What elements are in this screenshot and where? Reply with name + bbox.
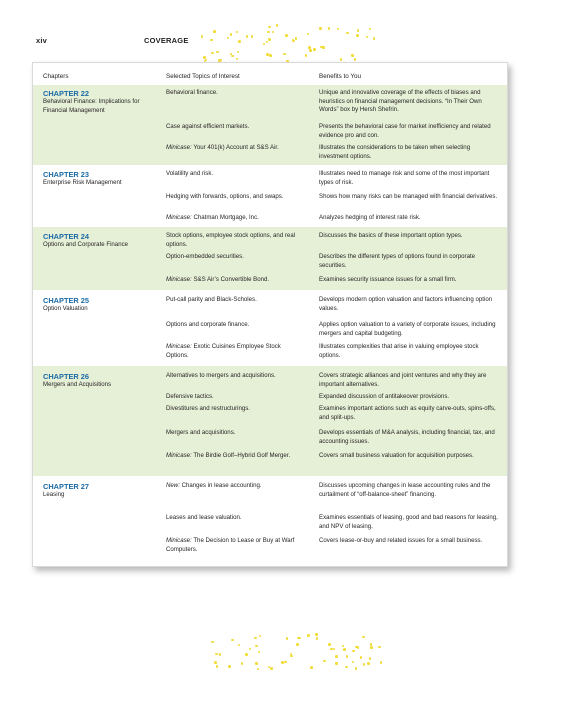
decorative-dot (246, 35, 249, 38)
decorative-dot (369, 28, 372, 31)
topic-cell: Minicase: S&S Air’s Convertible Bond. (166, 276, 270, 283)
decorative-dot (363, 663, 366, 666)
benefit-cell: Presents the behavioral case for market inefficiency and related evidence pro and con. (319, 123, 491, 139)
decorative-dot (305, 54, 308, 57)
benefit-cell: Covers small business valuation for acquisition purposes. (319, 452, 474, 459)
topic-cell: Behavioral finance. (166, 89, 218, 96)
decorative-dot (357, 29, 360, 32)
topic-cell: Minicase: Chatman Mortgage, Inc. (166, 214, 259, 221)
page-number: xiv (36, 36, 48, 45)
decorative-dot (290, 655, 293, 658)
decorative-dot (245, 653, 248, 656)
benefit-cell: Develops essentials of M&A analysis, including financial, tax, and accounting issues. (319, 429, 495, 445)
decorative-dot (281, 661, 284, 664)
decorative-dot (267, 31, 270, 34)
decorative-dot (360, 656, 363, 659)
topic-cell: Leases and lease valuation. (166, 514, 242, 521)
coverage-table (32, 62, 508, 567)
chapter-title: Enterprise Risk Management (43, 179, 122, 186)
decorative-dot (210, 39, 213, 42)
decorative-dot (352, 661, 355, 664)
header-benefits: Benefits to You (319, 73, 362, 80)
decorative-dot (237, 51, 240, 54)
decorative-dot (366, 36, 369, 39)
decorative-dot (367, 662, 370, 665)
decorative-dot (268, 38, 271, 41)
decorative-dot (380, 661, 383, 664)
benefit-cell: Analyzes hedging of interest rate risk. (319, 214, 421, 221)
benefit-cell: Illustrates the considerations to be taken when selecting investment options. (319, 144, 471, 160)
topic-cell: Volatility and risk. (166, 170, 214, 177)
benefit-cell: Unique and innovative coverage of the effects of biases and heuristics on financial management decisions. “In Their Own Words” box by Hersh Shefrin. (319, 89, 482, 114)
decorative-dot (201, 35, 204, 38)
chapter-band-26 (33, 366, 507, 476)
chapter-title: Behavioral Finance: Implications for Financial Management (43, 98, 140, 114)
decorative-dot (337, 28, 340, 31)
benefit-cell: Expanded discussion of antitakeover provisions. (319, 393, 450, 400)
decorative-dot (285, 34, 288, 37)
decorative-dot (296, 643, 299, 646)
decorative-dots-top (198, 24, 376, 64)
decorative-dot (214, 661, 217, 664)
decorative-dot (284, 661, 287, 664)
decorative-dot (211, 641, 214, 644)
decorative-dot (335, 655, 338, 658)
decorative-dot (346, 655, 349, 658)
decorative-dot (299, 637, 302, 640)
chapter-title: Mergers and Acquisitions (43, 381, 112, 388)
benefit-cell: Discusses upcoming changes in lease accounting rules and the curtailment of “off-balance-sheet” financing. (319, 482, 491, 498)
topic-cell: New: Changes in lease accounting. (166, 482, 262, 489)
decorative-dot (270, 667, 273, 670)
table-header (33, 63, 507, 85)
decorative-dot (216, 665, 219, 668)
decorative-dot (342, 645, 345, 648)
topic-cell: Options and corporate finance. (166, 321, 250, 328)
chapter-number: CHAPTER 24 (43, 232, 89, 241)
decorative-dot (328, 643, 331, 646)
benefit-cell: Shows how many risks can be managed with financial derivatives. (319, 193, 498, 200)
topic-cell: Case against efficient markets. (166, 123, 250, 130)
chapter-number: CHAPTER 22 (43, 89, 89, 98)
chapter-band-27 (33, 476, 507, 566)
decorative-dot (351, 54, 354, 57)
decorative-dot (340, 58, 343, 61)
decorative-dot (230, 33, 233, 36)
decorative-dot (227, 37, 230, 40)
decorative-dot (345, 666, 348, 669)
decorative-dot (378, 646, 381, 649)
decorative-dot (213, 30, 216, 33)
decorative-dot (362, 636, 365, 639)
topic-cell: Minicase: The Birdie Golf–Hybrid Golf Merger. (166, 452, 291, 459)
decorative-dot (255, 662, 258, 665)
benefit-cell: Discusses the basics of these important option types. (319, 232, 463, 239)
chapter-band-25 (33, 290, 507, 366)
decorative-dot (241, 662, 244, 665)
decorative-dot (276, 24, 279, 27)
chapter-band-24 (33, 227, 507, 290)
decorative-dot (355, 667, 358, 670)
decorative-dot (268, 26, 271, 29)
topic-cell: Minicase: The Decision to Lease or Buy at Warf Computers. (166, 537, 295, 553)
benefit-cell: Illustrates need to manage risk and some of the most important types of risk. (319, 170, 490, 186)
decorative-dot (238, 40, 241, 43)
decorative-dot (283, 53, 286, 56)
decorative-dot (251, 35, 254, 38)
decorative-dot (373, 37, 376, 40)
chapter-number: CHAPTER 23 (43, 170, 89, 179)
decorative-dot (231, 639, 234, 642)
benefit-cell: Examines important actions such as equity carve-outs, spins-offs, and split-ups. (319, 405, 496, 421)
decorative-dot (259, 635, 262, 638)
header-chapters: Chapters (43, 73, 69, 80)
decorative-dot (308, 46, 311, 49)
decorative-dot (238, 644, 241, 647)
decorative-dot (307, 634, 310, 637)
benefit-cell: Describes the different types of options found in corporate securities. (319, 253, 476, 269)
decorative-dot (369, 657, 372, 660)
decorative-dot (319, 27, 322, 30)
decorative-dot (356, 34, 359, 37)
decorative-dot (219, 653, 222, 656)
decorative-dot (357, 646, 360, 649)
decorative-dot (333, 648, 336, 651)
decorative-dot (255, 645, 258, 648)
topic-cell: Minicase: Your 401(k) Account at S&S Air. (166, 144, 279, 151)
header-topics: Selected Topics of Interest (166, 73, 240, 80)
decorative-dot (216, 51, 219, 54)
decorative-dot (323, 660, 326, 663)
chapter-number: CHAPTER 25 (43, 296, 89, 305)
decorative-dot (249, 648, 252, 651)
topic-cell: Put-call parity and Black-Scholes. (166, 296, 257, 303)
topic-cell: Mergers and acquisitions. (166, 429, 236, 436)
decorative-dot (236, 58, 239, 61)
benefit-cell: Covers strategic alliances and joint ventures and why they are important alternatives. (319, 372, 487, 388)
chapter-title: Leasing (43, 491, 65, 498)
chapter-title: Option Valuation (43, 305, 88, 312)
topic-cell: Option-embedded securities. (166, 253, 244, 260)
decorative-dot (313, 48, 316, 51)
decorative-dot (335, 662, 338, 665)
decorative-dot (295, 37, 298, 40)
benefit-cell: Illustrates complexities that arise in valuing employee stock options. (319, 343, 479, 359)
decorative-dot (258, 651, 261, 654)
decorative-dot (231, 55, 234, 58)
decorative-dot (254, 637, 257, 640)
section-title: COVERAGE (144, 36, 189, 45)
benefit-cell: Applies option valuation to a variety of corporate issues, including mergers and capital budgeting. (319, 321, 496, 337)
benefit-cell: Covers lease-or-buy and related issues for a small business. (319, 537, 483, 544)
decorative-dot (307, 33, 310, 36)
topic-cell: Minicase: Exotic Cuisines Employee Stock Options. (166, 343, 281, 359)
decorative-dot (354, 58, 357, 61)
decorative-dot (292, 40, 295, 43)
decorative-dot (352, 650, 355, 653)
decorative-dot (228, 665, 231, 668)
topic-cell: Stock options, employee stock options, and real options. (166, 232, 296, 248)
decorative-dot (257, 668, 260, 671)
chapter-band-23 (33, 165, 507, 227)
decorative-dot (343, 648, 346, 651)
decorative-dot (309, 49, 312, 52)
benefit-cell: Examines essentials of leasing, good and bad reasons for leasing, and NPV of leasing. (319, 514, 498, 530)
decorative-dots-bottom (205, 632, 383, 672)
decorative-dot (272, 31, 275, 34)
decorative-dot (236, 31, 239, 34)
decorative-dot (316, 637, 319, 640)
decorative-dot (310, 666, 313, 669)
decorative-dot (315, 633, 318, 636)
decorative-dot (269, 54, 272, 57)
decorative-dot (328, 27, 331, 30)
chapter-number: CHAPTER 26 (43, 372, 89, 381)
decorative-dot (286, 637, 289, 640)
decorative-dot (370, 646, 373, 649)
topic-cell: Defensive tactics. (166, 393, 214, 400)
chapter-title: Options and Corporate Finance (43, 241, 129, 248)
decorative-dot (215, 653, 218, 656)
decorative-dot (263, 43, 266, 46)
topic-cell: Alternatives to mergers and acquisitions. (166, 372, 276, 379)
benefit-cell: Develops modern option valuation and factors influencing option values. (319, 296, 493, 312)
topic-cell: Divestitures and restructurings. (166, 405, 250, 412)
topic-cell: Hedging with forwards, options, and swaps. (166, 193, 284, 200)
chapter-number: CHAPTER 27 (43, 482, 89, 491)
decorative-dot (211, 52, 214, 55)
benefit-cell: Examines security issuance issues for a small firm. (319, 276, 457, 283)
chapter-band-22 (33, 85, 507, 165)
decorative-dot (346, 32, 349, 35)
